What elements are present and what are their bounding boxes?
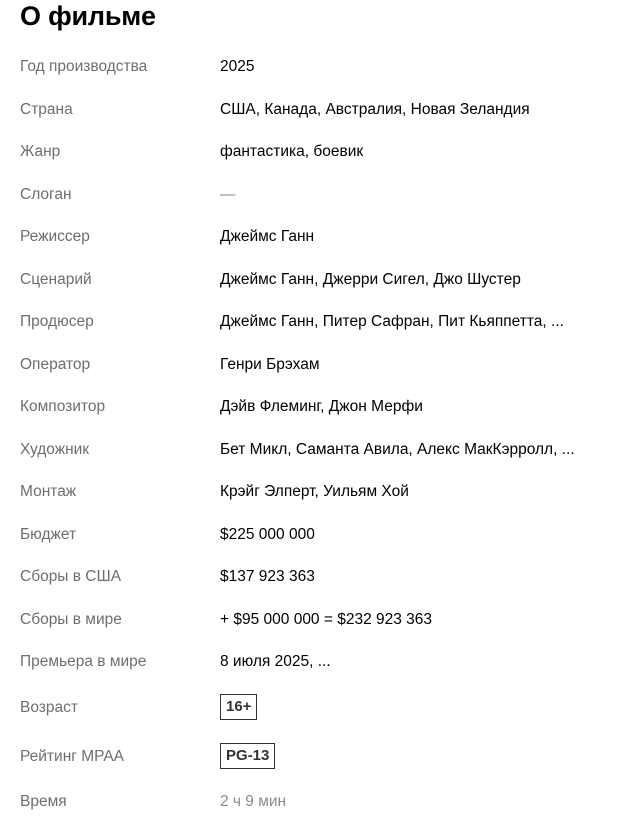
info-row-box-office-usa xyxy=(20,565,620,589)
info-row-world-premiere xyxy=(20,650,620,674)
info-row-year xyxy=(20,55,620,79)
info-row-genre xyxy=(20,140,620,164)
country-list[interactable]: США, Канада, Австралия, Новая Зеландия xyxy=(220,101,530,118)
info-row-editing xyxy=(20,480,620,504)
artist-list[interactable]: Бет Микл, Саманта Авила, Алекс МакКэрролл, ... xyxy=(220,441,575,458)
info-label: Возраст xyxy=(20,699,78,716)
box-office-usa-link[interactable]: $137 923 363 xyxy=(220,568,315,585)
info-label: Слоган xyxy=(20,186,72,203)
box-office-world-link[interactable]: + $95 000 000 = $232 923 363 xyxy=(220,611,433,628)
producer-list[interactable]: Джеймс Ганн, Питер Сафран, Пит Кьяппетта, ... xyxy=(220,313,564,330)
info-row-director xyxy=(20,225,620,249)
info-row-screenplay xyxy=(20,268,620,292)
genre-list[interactable]: фантастика, боевик xyxy=(220,143,364,160)
info-row-operator xyxy=(20,353,620,377)
info-row-runtime xyxy=(20,790,620,814)
age-rating-badge[interactable]: 16+ xyxy=(220,694,257,720)
info-row-age xyxy=(20,696,620,720)
info-label: Жанр xyxy=(20,143,61,160)
director-link[interactable]: Джеймс Ганн xyxy=(220,228,315,245)
info-label: Год производства xyxy=(20,58,148,75)
info-label: Художник xyxy=(20,441,90,458)
info-row-slogan xyxy=(20,183,620,207)
section-title: О фильме xyxy=(20,1,156,31)
info-label: Сборы в США xyxy=(20,568,122,585)
info-label: Оператор xyxy=(20,356,91,373)
info-label: Рейтинг MPAA xyxy=(20,748,124,765)
info-label: Продюсер xyxy=(20,313,94,330)
editing-list[interactable]: Крэйг Элперт, Уильям Хой xyxy=(220,483,409,500)
year-link[interactable]: 2025 xyxy=(220,58,255,75)
composer-list[interactable]: Дэйв Флеминг, Джон Мерфи xyxy=(220,398,423,415)
info-label: Страна xyxy=(20,101,73,118)
info-row-box-office-world xyxy=(20,608,620,632)
runtime-value: 2 ч 9 мин xyxy=(220,793,287,810)
info-label: Премьера в мире xyxy=(20,653,147,670)
info-row-mpaa xyxy=(20,745,620,769)
screenplay-list[interactable]: Джеймс Ганн, Джерри Сигел, Джо Шустер xyxy=(220,271,521,288)
info-row-artist xyxy=(20,438,620,462)
info-row-producer xyxy=(20,310,620,334)
world-premiere-link[interactable]: 8 июля 2025, ... xyxy=(220,653,331,670)
info-row-country xyxy=(20,98,620,122)
budget-link[interactable]: $225 000 000 xyxy=(220,526,315,543)
mpaa-rating-badge[interactable]: PG-13 xyxy=(220,743,275,769)
operator-link[interactable]: Генри Брэхам xyxy=(220,356,320,373)
info-row-budget xyxy=(20,523,620,547)
info-label: Монтаж xyxy=(20,483,77,500)
info-label: Бюджет xyxy=(20,526,77,543)
slogan-value: — xyxy=(220,186,236,203)
info-label: Сборы в мире xyxy=(20,611,122,628)
info-label: Режиссер xyxy=(20,228,90,245)
info-label: Время xyxy=(20,793,67,810)
info-label: Композитор xyxy=(20,398,106,415)
info-row-composer xyxy=(20,395,620,419)
info-label: Сценарий xyxy=(20,271,92,288)
